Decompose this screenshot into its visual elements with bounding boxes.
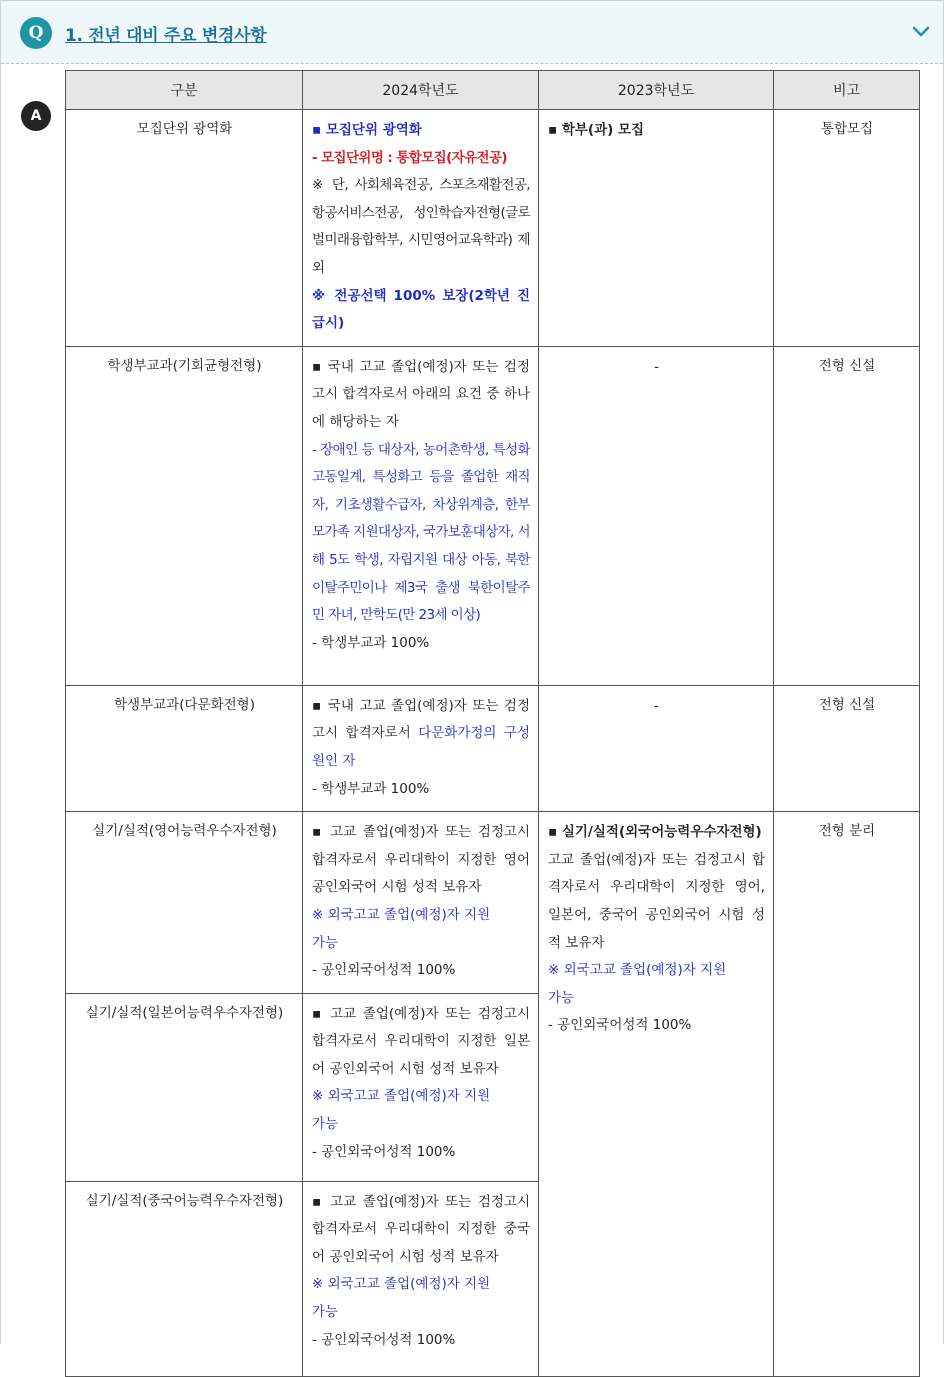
cell-line: 가능 (312, 1116, 339, 1133)
table-row (66, 346, 920, 685)
cell-line: - 학생부교과 100% (312, 634, 430, 651)
cell-line: ▪ 고교 졸업(예정)자 또는 검정고시 합격자로서 우리대학이 지정한 중국어 공인외국어 시험 성적 보유자 (312, 1193, 530, 1265)
cell-category: 실기/실적(중국어능력우수자전형) (66, 1181, 303, 1376)
cell-line: ▪ 모집단위 광역화 (312, 122, 422, 138)
cell-category: 실기/실적(일본어능력우수자전형) (66, 993, 303, 1181)
cell-2024 (303, 346, 539, 685)
cell-line: ※ 외국고교 졸업(예정)자 지원 (312, 1088, 491, 1105)
changes-table (65, 70, 920, 1377)
cell-line: ▪ 국내 고교 졸업(예정)자 또는 검정고시 합격자로서 아래의 요건 중 하나에 해당하는 자 (312, 358, 530, 430)
cell-line: - 공인외국어성적 100% (312, 1331, 456, 1348)
cell-2024 (303, 685, 539, 811)
cell-2024 (303, 110, 539, 347)
cell-2023 (539, 110, 774, 347)
cell-line: 가능 (312, 934, 339, 951)
cell-line: - 모집단위명 : 통합모집(자유전공) (312, 149, 507, 166)
cell-line (312, 693, 530, 776)
cell-2023: - (539, 685, 774, 811)
cell-2023 (539, 812, 774, 1377)
cell-2024 (303, 812, 539, 994)
cell-line: - 장애인 등 대상자, 농어촌학생, 특성화고동일계, 특성화고 등을 졸업한 재직자, 기초생활수급자, 차상위계층, 한부모가족 지원대상자, 국가보훈대상자, 서해 5도 학생, 자립지원 대상 아동, 북한이탈주민이나 제3국 출생 북한이탈주민 자녀, 만학도(만 23세 이상) (312, 441, 530, 624)
cell-text-highlight: 다문화가정의 구성원인 자 (312, 725, 530, 769)
cell-category: 학생부교과(다문화전형) (66, 685, 303, 811)
cell-line: 가능 (548, 989, 575, 1006)
header-2023: 2023학년도 (539, 71, 774, 110)
cell-line: ▪ 실기/실적(외국어능력우수자전형) (548, 824, 762, 841)
cell-note: 전형 분리 (774, 812, 920, 1377)
chevron-down-icon[interactable] (911, 23, 931, 41)
cell-note: 전형 신설 (774, 346, 920, 685)
header-category: 구분 (66, 71, 303, 110)
cell-note: 통합모집 (774, 110, 920, 347)
cell-2023: - (539, 346, 774, 685)
cell-note: 전형 신설 (774, 685, 920, 811)
header-2024: 2024학년도 (303, 71, 539, 110)
cell-line: 고교 졸업(예정)자 또는 검정고시 합격자로서 우리대학이 지정한 영어, 일본어, 중국어 공인외국어 시험 성적 보유자 (548, 851, 765, 951)
cell-2024 (303, 993, 539, 1181)
cell-category: 실기/실적(영어능력우수자전형) (66, 812, 303, 994)
header-note: 비고 (774, 71, 920, 110)
table-row (66, 685, 920, 811)
answer-badge: A (21, 101, 51, 131)
cell-line: ▪ 고교 졸업(예정)자 또는 검정고시 합격자로서 우리대학이 지정한 일본어 공인외국어 시험 성적 보유자 (312, 1005, 530, 1077)
cell-line: ▪ 고교 졸업(예정)자 또는 검정고시 합격자로서 우리대학이 지정한 영어 공인외국어 시험 성적 보유자 (312, 824, 530, 896)
cell-line: ※ 외국고교 졸업(예정)자 지원 (312, 1276, 491, 1293)
question-title[interactable]: 1. 전년 대비 주요 변경사항 (65, 26, 267, 46)
cell-line: ※ 외국고교 졸업(예정)자 지원 (548, 962, 727, 979)
cell-line: ▪ 학부(과) 모집 (548, 122, 645, 138)
cell-2024 (303, 1181, 539, 1376)
cell-category: 모집단위 광역화 (66, 110, 303, 347)
cell-line: - 공인외국어성적 100% (312, 1143, 456, 1160)
cell-category: 학생부교과(기회균형전형) (66, 346, 303, 685)
cell-line: ※ 전공선택 100% 보장(2학년 진급시) (312, 287, 530, 332)
question-badge: Q (20, 17, 52, 49)
cell-line: - 학생부교과 100% (312, 780, 430, 797)
cell-text: ▪ 국내 고교 졸업(예정)자 또는 검정고시 합격자로서 (312, 697, 530, 742)
cell-line: 가능 (312, 1304, 339, 1321)
table-row (66, 812, 920, 994)
cell-line: ※ 단, 사회체육전공, 스포츠재활전공, 항공서비스전공, 성인학습자전형(글로벌미래융합학부, 시민영어교육학과) 제외 (312, 177, 530, 276)
cell-line: ※ 외국고교 졸업(예정)자 지원 (312, 906, 491, 923)
cell-line: - 공인외국어성적 100% (548, 1017, 692, 1034)
question-header[interactable] (1, 1, 943, 64)
cell-line: - 공인외국어성적 100% (312, 962, 456, 979)
table-row (66, 110, 920, 347)
table-header-row (66, 71, 920, 110)
